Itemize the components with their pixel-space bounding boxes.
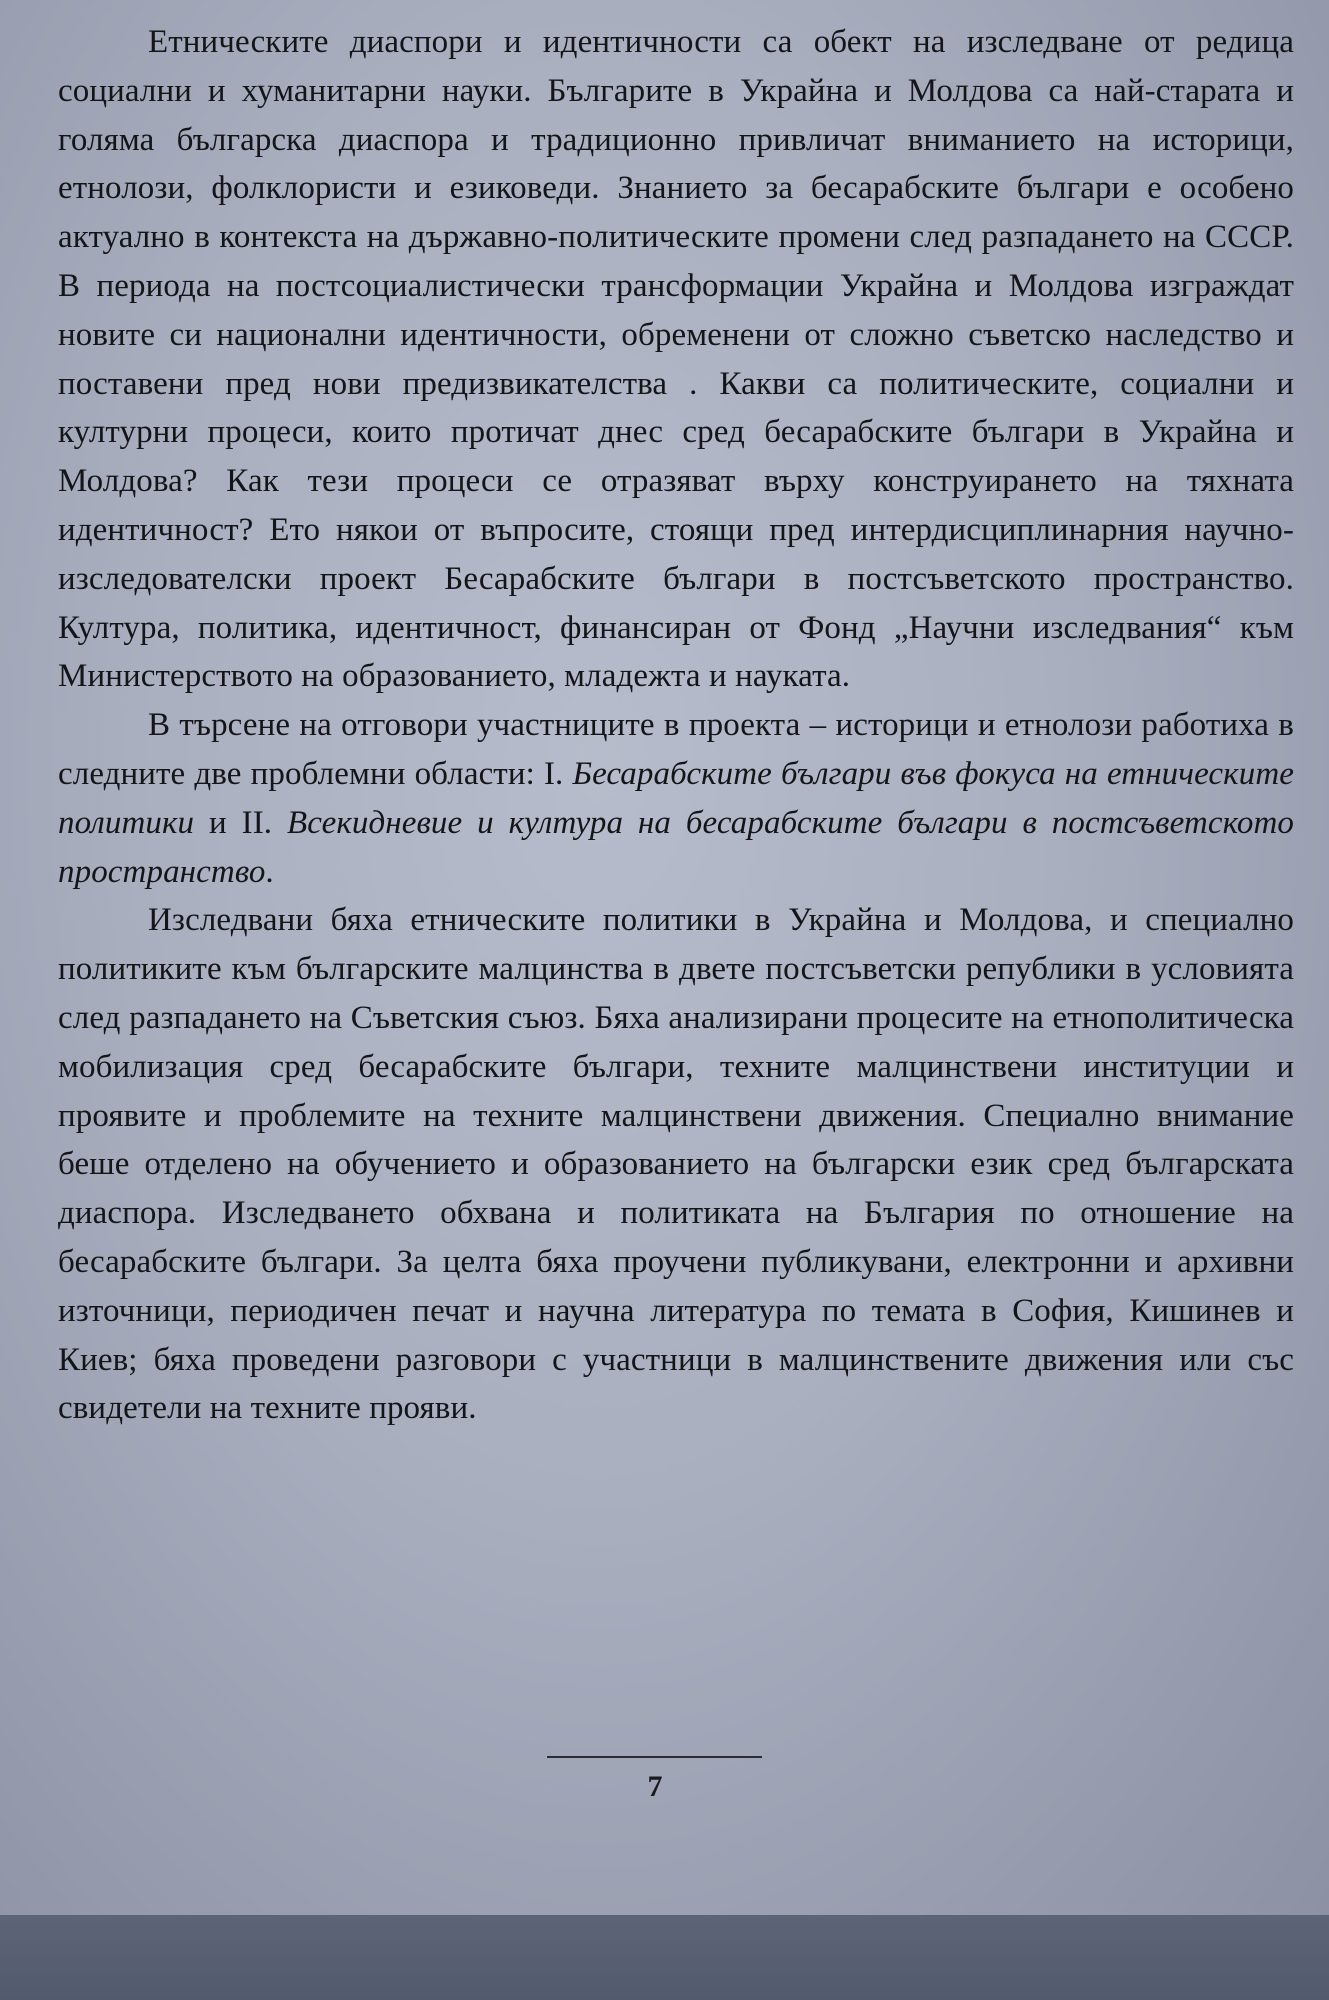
- footer-rule: [547, 1756, 762, 1758]
- paragraph-2-italic-area-1: Бесарабските българи във фокуса на етническите политики: [58, 755, 1294, 841]
- paragraph-3: [58, 896, 1294, 1433]
- paragraph-1: [58, 18, 1294, 701]
- paragraph-2-text-a: В търсене на отговори участниците в проекта – историци и етнолози работиха в следните две проблемни области: I.: [58, 707, 1294, 792]
- paragraph-2-text-c: .: [265, 853, 274, 890]
- paragraph-3-text: Изследвани бяха етническите политики в Украйна и Молдова, и специално политиките към българските малцинства в двете постсъветски републики в условията след разпадането на Съветския съюз. Бяха анализирани процесите на етнополитическа мобилизация сред бесарабските българи, техните малцинствени институции и проявите и проблемите на техните малцинствени движения. Специално внимание беше отделено на обучението и образованието на български език сред българската диаспора. Изследването обхвана и политиката на България по отношение на бесарабските българи. За целта бяха проучени публикувани, електронни и архивни източници, периодичен печат и научна литература по темата в София, Кишинев и Киев; бяха проведени разговори с участници в малцинствените движения или със свидетели на техните прояви.: [58, 902, 1294, 1427]
- page-number: 7: [647, 1770, 663, 1803]
- body-text: [58, 18, 1294, 1433]
- page-bottom-shadow: [0, 1915, 1329, 2000]
- paragraph-2: [58, 701, 1294, 896]
- paragraph-2-italic-area-2: Всекидневие и култура на бесарабските българи в постсъветското пространство: [58, 804, 1294, 890]
- paragraph-1-text: Етническите диаспори и идентичности са обект на изследване от редица социални и хуманитарни науки. Българите в Украйна и Молдова са най-старата и голяма българска диаспора и традиционно привличат вниманието на историци, етнолози, фолклористи и езиковеди. Знанието за бесарабските българи е особено актуално в контекста на държавно-политическите промени след разпадането на СССР. В периода на постсоциалистически трансформации Украйна и Молдова изграждат новите си национални идентичности, обременени от сложно съветско наследство и поставени пред нови предизвикателства . Какви са политическите, социални и културни процеси, които протичат днес сред бесарабските българи в Украйна и Молдова? Как тези процеси се отразяват върху конструирането на тяхната идентичност? Ето някои от въпросите, стоящи пред интердисциплинарния научно-изследователски проект Бесарабските българи в постсъветското пространство. Култура, политика, идентичност, финансиран от Фонд „Научни изследвания“ към Министерството на образованието, младежта и науката.: [58, 24, 1294, 695]
- paragraph-2-text-b: и II.: [194, 804, 288, 841]
